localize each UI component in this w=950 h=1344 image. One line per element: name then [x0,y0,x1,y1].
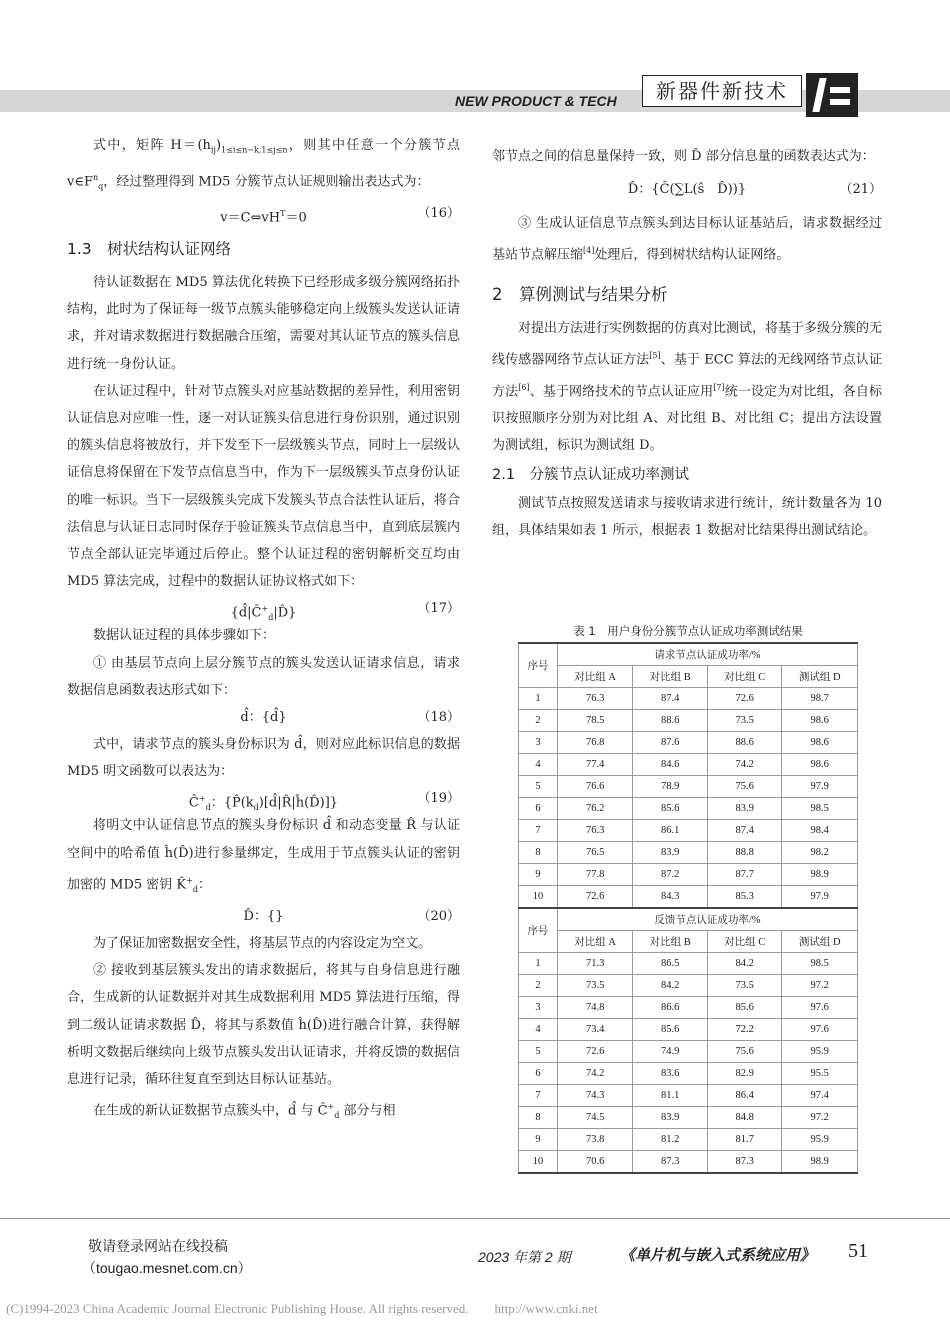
table-cell: 72.6 [707,688,782,710]
table-column-header: 对比组 C [707,931,782,953]
table-cell: 5 [519,1041,558,1063]
table-cell: 88.8 [707,842,782,864]
paragraph: ② 接收到基层簇头发出的请求数据后，将其与自身信息进行融合，生成新的认证数据并对其生成数据利用 MD5 算法进行压缩，得到二级认证请求数据 D̂，将其与系数值 ĥ(D̂)进行融合计算，获得解析明文数据后继续向上级节点簇头发出认证请求，并将反馈的数据信息进行记录，循环往复直至到达目标认证基站。 [67,963,460,1087]
table-cell: 95.9 [782,1041,858,1063]
table-cell: 74.8 [557,997,633,1019]
table-cell: 74.2 [557,1063,633,1085]
table-cell: 98.7 [782,688,858,710]
table-cell: 70.6 [557,1151,633,1174]
section-heading-2: 2 算例测试与结果分析 [492,284,668,304]
table-cell: 73.4 [557,1019,633,1041]
table-cell: 1 [519,688,558,710]
table-cell: 98.6 [782,732,858,754]
table-cell: 98.2 [782,842,858,864]
table-row [519,1107,858,1129]
table-cell: 75.6 [707,1041,782,1063]
magazine-logo-icon [806,73,858,117]
table-row [519,1085,858,1107]
table-cell: 3 [519,997,558,1019]
table-cell: 76.6 [557,776,633,798]
table-cell: 2 [519,710,558,732]
paragraph: 为了保证加密数据安全性，将基层节点的内容设定为空文。 [93,935,432,951]
table-cell: 78.9 [633,776,708,798]
table-cell: 77.8 [557,864,633,886]
table-cell: 4 [519,754,558,776]
table-row [519,997,858,1019]
table-cell: 74.9 [633,1041,708,1063]
table-cell: 95.5 [782,1063,858,1085]
table-cell: 84.3 [633,886,708,909]
table-cell: 76.3 [557,688,633,710]
footer-submit-text: 敬请登录网站在线投稿 [88,1239,228,1255]
table-cell: 74.3 [557,1085,633,1107]
footer-website-link[interactable]: （tougao.mesnet.com.cn） [82,1260,252,1276]
table-cell: 74.2 [707,754,782,776]
table-cell: 84.6 [633,754,708,776]
paragraph: 测试节点按照发送请求与接收请求进行统计，统计数量各为 10 组，具体结果如表 1 所示，根据表 1 数据对比结果得出测试结论。 [492,495,882,538]
table-cell: 87.3 [707,1151,782,1174]
table-cell: 84.8 [707,1107,782,1129]
table-row [519,820,858,842]
table-row [519,754,858,776]
table-caption: 表 1 用户身份分簇节点认证成功率测试结果 [573,624,803,638]
table-cell: 83.9 [707,798,782,820]
right-column [492,143,882,544]
paragraph: 数据认证过程的具体步骤如下： [93,628,276,644]
table-cell: 1 [519,953,558,975]
table-cell: 97.6 [782,1019,858,1041]
table-cell: 98.6 [782,710,858,732]
table-header-seq: 序号 [519,908,558,953]
header-english-title: NEW PRODUCT & TECH [455,93,617,109]
table-cell: 73.5 [707,975,782,997]
table-1 [502,620,874,1174]
table-cell: 76.8 [557,732,633,754]
table-cell: 7 [519,1085,558,1107]
table-cell: 72.2 [707,1019,782,1041]
table-cell: 87.4 [707,820,782,842]
paragraph: ① 由基层节点向上层分簇节点的簇头发送认证请求信息，请求数据信息函数表达形式如下： [67,655,460,698]
table-cell: 81.2 [633,1129,708,1151]
table-cell: 86.1 [633,820,708,842]
table-cell: 81.7 [707,1129,782,1151]
table-cell: 87.4 [633,688,708,710]
table-cell: 6 [519,798,558,820]
table-cell: 10 [519,1151,558,1174]
table-cell: 88.6 [633,710,708,732]
table-cell: 71.3 [557,953,633,975]
table-cell: 74.5 [557,1107,633,1129]
table-row [519,1129,858,1151]
table-cell: 84.2 [707,953,782,975]
table-cell: 5 [519,776,558,798]
table-cell: 86.6 [633,997,708,1019]
table-column-header: 对比组 A [557,931,633,953]
table-cell: 85.6 [707,997,782,1019]
table-row [519,975,858,997]
table-cell: 97.4 [782,1085,858,1107]
table-cell: 7 [519,820,558,842]
table-cell: 97.2 [782,975,858,997]
equation-21: D̂：{Ĉ(∑L(ŝ D̂))} （21） [627,182,882,198]
paragraph: 对提出方法进行实例数据的仿真对比测试，将基于多级分簇的无线传感器网络节点认证方法[5]、基于 ECC 算法的无线网络节点认证方法[6]、基于网络技术的节点认证应用[7]统一设定为对比组，各自标识按照顺序分别为对比组 A、对比组 B、对比组 C；提出方法设置为测试组，标识为测试组 D。 [492,320,883,454]
table-section-title: 请求节点认证成功率/% [557,643,857,666]
paragraph: 在生成的新认证数据节点簇头中，d̂ 与 $Ĉ^+_d$ 部分与相 [93,1102,396,1121]
table-cell: 85.6 [633,1019,708,1041]
paragraph: 式中，请求节点的簇头身份标识为 d̂，则对应此标识信息的数据 MD5 明文函数可以表达为： [67,736,460,780]
table-cell: 76.3 [557,820,633,842]
paragraph: ③ 生成认证信息节点簇头到达目标认证基站后，请求数据经过基站节点解压缩[4]处理后，得到树状结构认证网络。 [492,216,882,263]
table-cell: 81.1 [633,1085,708,1107]
table-cell: 82.9 [707,1063,782,1085]
footer-divider [0,1218,950,1219]
equation-17: $\{d̂|Ĉ^+_d|D̂\}$ （17） [230,601,460,623]
table-cell: 98.4 [782,820,858,842]
table-cell: 87.3 [633,1151,708,1174]
table-column-header: 对比组 B [633,931,708,953]
table-row [519,688,858,710]
table-column-header: 对比组 C [707,666,782,688]
table-cell: 2 [519,975,558,997]
table-cell: 98.9 [782,864,858,886]
paragraph: 在认证过程中，针对节点簇头对应基站数据的差异性，利用密钥认证信息对应唯一性，逐一对认证簇头信息进行身份识别，通过识别的簇头信息将被放行，并下发至下一层级簇头节点，同时上一层级认证信息将保留在下发节点信息当中，作为下一层级簇头节点身份认证的唯一标识。当下一层级簇头完成下发簇头节点合法性认证后，将合法信息与认证日志同时保存于验证簇头节点信息当中，直到底层簇内节点全部认证完毕通过后停止。整个认证过程的密钥解析交互均由 MD5 算法完成，过程中的数据认证协议格式如下： [67,383,460,590]
table-cell: 83.9 [633,1107,708,1129]
table-cell: 72.6 [557,886,633,909]
table-cell: 76.5 [557,842,633,864]
table-cell: 97.6 [782,997,858,1019]
table-cell: 98.6 [782,754,858,776]
table-cell: 98.5 [782,953,858,975]
section-heading-1-3: 1.3 树状结构认证网络 [67,239,232,258]
table-cell: 78.5 [557,710,633,732]
equation-16: $v=C\Leftrightarrow vH^T=0$ （16） [220,205,460,226]
table-row [519,1041,858,1063]
table-cell: 95.9 [782,1129,858,1151]
table-cell: 73.8 [557,1129,633,1151]
table-column-header: 对比组 A [557,666,633,688]
table-header-row [519,643,858,666]
table-row [519,842,858,864]
table-row [519,1151,858,1174]
table-cell: 97.9 [782,886,858,909]
table-header-row [519,666,858,688]
page-number: 51 [848,1240,868,1262]
paragraph: 待认证数据在 MD5 算法优化转换下已经形成多级分簇网络拓扑结构，此时为了保证每一级节点簇头能够稳定向上级簇头发送认证请求，并对请求数据进行数据融合压缩，需要对其认证节点的簇头信息进行统一身份认证。 [67,274,460,372]
table-row [519,732,858,754]
table-row [519,886,858,909]
table-cell: 97.2 [782,1107,858,1129]
table-cell: 8 [519,1107,558,1129]
equation-19: $Ĉ^+_d$：$\{P̂(k_d)[d̂|R̂|ĥ(D̂)]\}$ （19） [188,791,460,813]
table-cell: 75.6 [707,776,782,798]
equation-20: D̂：{} （20） [243,908,460,924]
table-row [519,864,858,886]
table-header-seq: 序号 [519,643,558,688]
table-row [519,776,858,798]
table-cell: 9 [519,864,558,886]
table-row [519,953,858,975]
paragraph: 邻节点之间的信息量保持一致，则 D̂ 部分信息量的函数表达式为： [492,149,875,164]
table-row [519,1063,858,1085]
paragraph: 式中，矩阵 $H=(h_{ij})_{1\le i\le n-k,1\le j\le n}$，则其中任意一个分簇节点 $v\in F^n_q$，经过整理得到 MD5 分簇节点认证规则输出表达式为： [67,138,460,191]
table-cell: 84.2 [633,975,708,997]
table-cell: 73.5 [557,975,633,997]
table-cell: 72.6 [557,1041,633,1063]
table-cell: 86.4 [707,1085,782,1107]
table-cell: 86.5 [633,953,708,975]
section-heading-2-1: 2.1 分簇节点认证成功率测试 [492,466,690,483]
table-row [519,798,858,820]
table-cell: 77.4 [557,754,633,776]
table-cell: 6 [519,1063,558,1085]
table-cell: 76.2 [557,798,633,820]
table-cell: 88.6 [707,732,782,754]
table-column-header: 对比组 B [633,666,708,688]
table-row [519,710,858,732]
table-cell: 85.3 [707,886,782,909]
table-section-title: 反馈节点认证成功率/% [557,908,857,931]
table-cell: 87.7 [707,864,782,886]
equation-18: d̂：{d̂} （18） [240,709,460,725]
table-cell: 4 [519,1019,558,1041]
table-cell: 83.9 [633,842,708,864]
copyright-notice: (C)1994-2023 China Academic Journal Electronic Publishing House. All rights reserved. http://www.cnki.net [6,1301,598,1316]
table-cell: 98.5 [782,798,858,820]
header-chinese-title: 新器件新技术 [642,75,802,107]
footer-issue: 2023 年第 2 期 [478,1249,571,1265]
footer-journal-name: 《单片机与嵌入式系统应用》 [620,1246,816,1264]
table-cell: 87.2 [633,864,708,886]
table-cell: 87.6 [633,732,708,754]
paragraph: 将明文中认证信息节点的簇头身份标识 d̂ 和动态变量 R̂ 与认证空间中的哈希值 ĥ(D̂)进行参量绑定，生成用于节点簇头认证的密钥加密的 MD5 密钥 $K̂^+_d$： [67,818,460,894]
left-column [67,132,460,1129]
table-column-header: 测试组 D [782,666,858,688]
table-cell: 9 [519,1129,558,1151]
table-header-row [519,908,858,931]
table-cell: 85.6 [633,798,708,820]
table-cell: 8 [519,842,558,864]
table-cell: 73.5 [707,710,782,732]
table-cell: 10 [519,886,558,909]
table-column-header: 测试组 D [782,931,858,953]
table-header-row [519,931,858,953]
table-cell: 97.9 [782,776,858,798]
results-table [518,642,858,1174]
table-row [519,1019,858,1041]
table-cell: 3 [519,732,558,754]
table-cell: 83.6 [633,1063,708,1085]
table-cell: 98.9 [782,1151,858,1174]
